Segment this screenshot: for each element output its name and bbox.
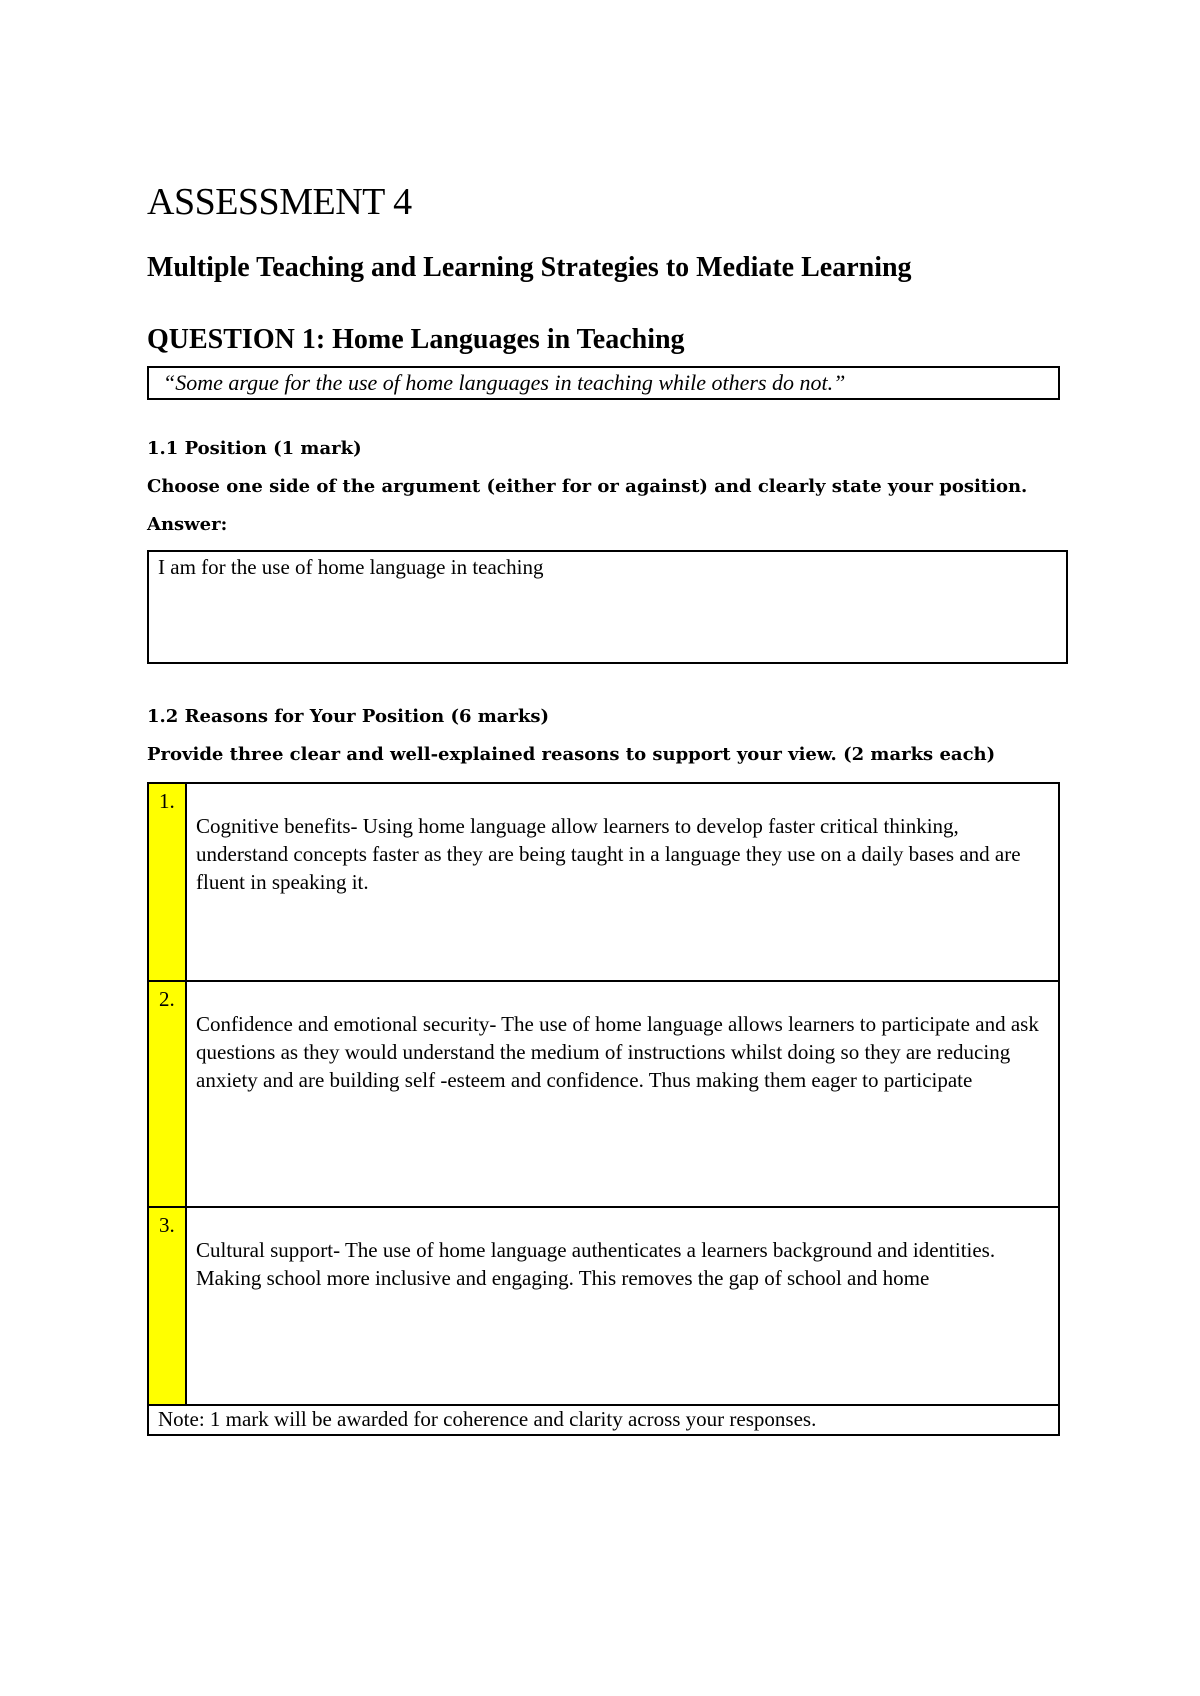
reason-row — [149, 982, 1058, 1208]
reason-number-cell: 2. — [149, 982, 187, 1206]
reason-answer-cell[interactable]: Cognitive benefits- Using home language allow learners to develop faster critical thinking, understand concepts faster as they are being taught in a language they use on a daily bases and are fluent in speaking it. — [196, 814, 1021, 894]
answer-label: Answer: — [147, 514, 228, 535]
assessment-title: ASSESSMENT 4 — [147, 181, 412, 223]
position-answer-box[interactable]: I am for the use of home language in teaching — [147, 550, 1068, 664]
section-1-2-instruction: Provide three clear and well-explained reasons to support your view. (2 marks each) — [147, 744, 996, 765]
question-1-heading: QUESTION 1: Home Languages in Teaching — [147, 324, 685, 355]
assessment-page — [147, 180, 1067, 1436]
reason-answer-cell[interactable]: Confidence and emotional security- The use of home language allows learners to participate and ask questions as they would understand the medium of instructions whilst doing so they are reducing anxiety and are building self -esteem and confidence. Thus making them eager to participate — [196, 1012, 1039, 1092]
reasons-table — [147, 782, 1060, 1436]
marking-note: Note: 1 mark will be awarded for coherence and clarity across your responses. — [158, 1407, 817, 1431]
reason-row — [149, 1208, 1058, 1406]
section-1-2-heading: 1.2 Reasons for Your Position (6 marks) — [147, 706, 550, 727]
section-1-1-heading: 1.1 Position (1 mark) — [147, 438, 362, 459]
reason-answer-cell[interactable]: Cultural support- The use of home language authenticates a learners background and identities. Making school more inclusive and engaging. This removes the gap of school and home — [196, 1238, 996, 1290]
reason-number-cell: 3. — [149, 1208, 187, 1404]
question-quote-box: “Some argue for the use of home languages in teaching while others do not.” — [147, 366, 1060, 400]
reason-row — [149, 784, 1058, 982]
assessment-subtitle: Multiple Teaching and Learning Strategies to Mediate Learning — [147, 252, 912, 283]
section-1-1-instruction: Choose one side of the argument (either for or against) and clearly state your position. — [147, 476, 1028, 497]
reason-number-cell: 1. — [149, 784, 187, 980]
